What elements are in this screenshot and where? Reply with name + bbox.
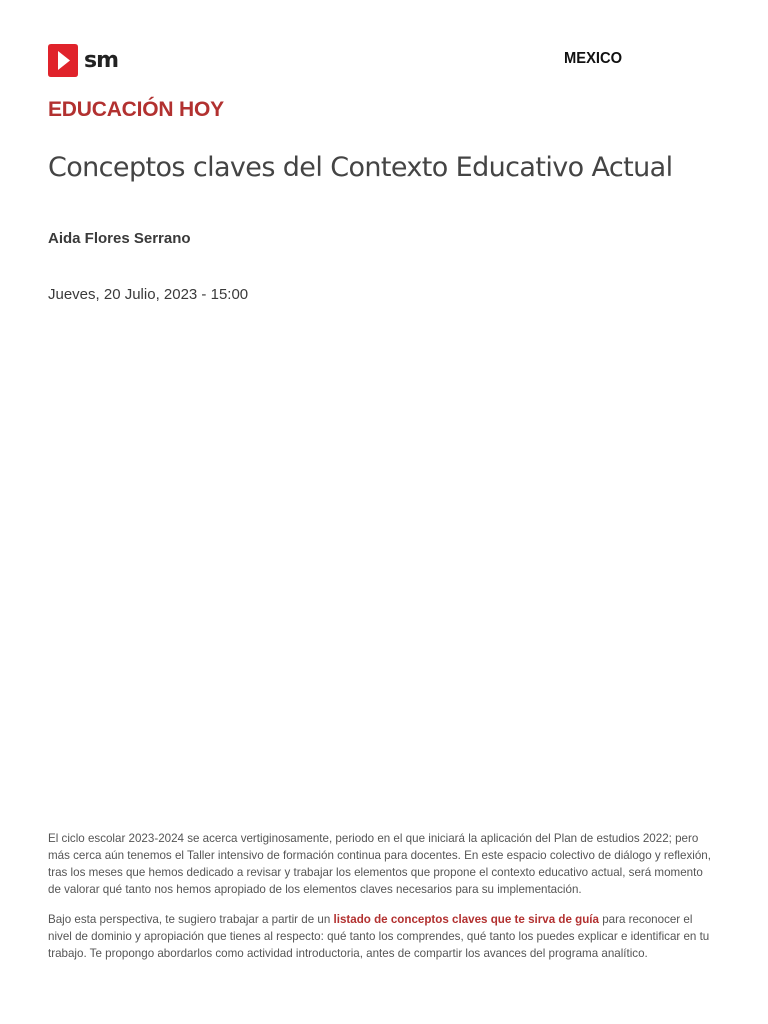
paragraph-2-text-after: para reconocer el nivel de dominio y apropiación que tienes al respecto: qué tanto los comprendes, qué tanto los puedes explicar e identificar en tu trabajo. Te propongo abordarlos como actividad introductoria, antes de compartir los avances del programa analítico. <box>48 913 710 960</box>
paragraph-2 <box>48 911 716 962</box>
sm-logo-icon <box>48 44 78 77</box>
paragraph-1: El ciclo escolar 2023-2024 se acerca vertiginosamente, periodo en el que iniciará la aplicación del Plan de estudios 2022; pero más cerca aún tenemos el Taller intensivo de formación continua para docentes. En este espacio colectivo de diálogo y reflexión, tras los meses que hemos dedicado a revisar y trabajar los elementos que propone el contexto educativo actual, será momento de valorar qué tanto nos hemos apropiado de los elementos claves necesarios para su implementación. <box>48 832 711 896</box>
section-label[interactable]: EDUCACIÓN HOY <box>48 98 224 121</box>
logo-wordmark: sm <box>84 48 119 73</box>
article-author: Aida Flores Serrano <box>48 230 191 247</box>
site-header <box>48 44 728 84</box>
article-date: Jueves, 20 Julio, 2023 - 15:00 <box>48 286 249 303</box>
article-body <box>48 830 716 975</box>
article-title: Conceptos claves del Contexto Educativo Actual <box>48 152 673 183</box>
sm-logo[interactable] <box>48 44 118 77</box>
country-selector[interactable]: MEXICO <box>564 50 623 67</box>
concepts-list-link[interactable]: listado de conceptos claves que te sirva de guía <box>333 913 599 926</box>
paragraph-2-text-before: Bajo esta perspectiva, te sugiero trabajar a partir de un <box>48 913 334 926</box>
